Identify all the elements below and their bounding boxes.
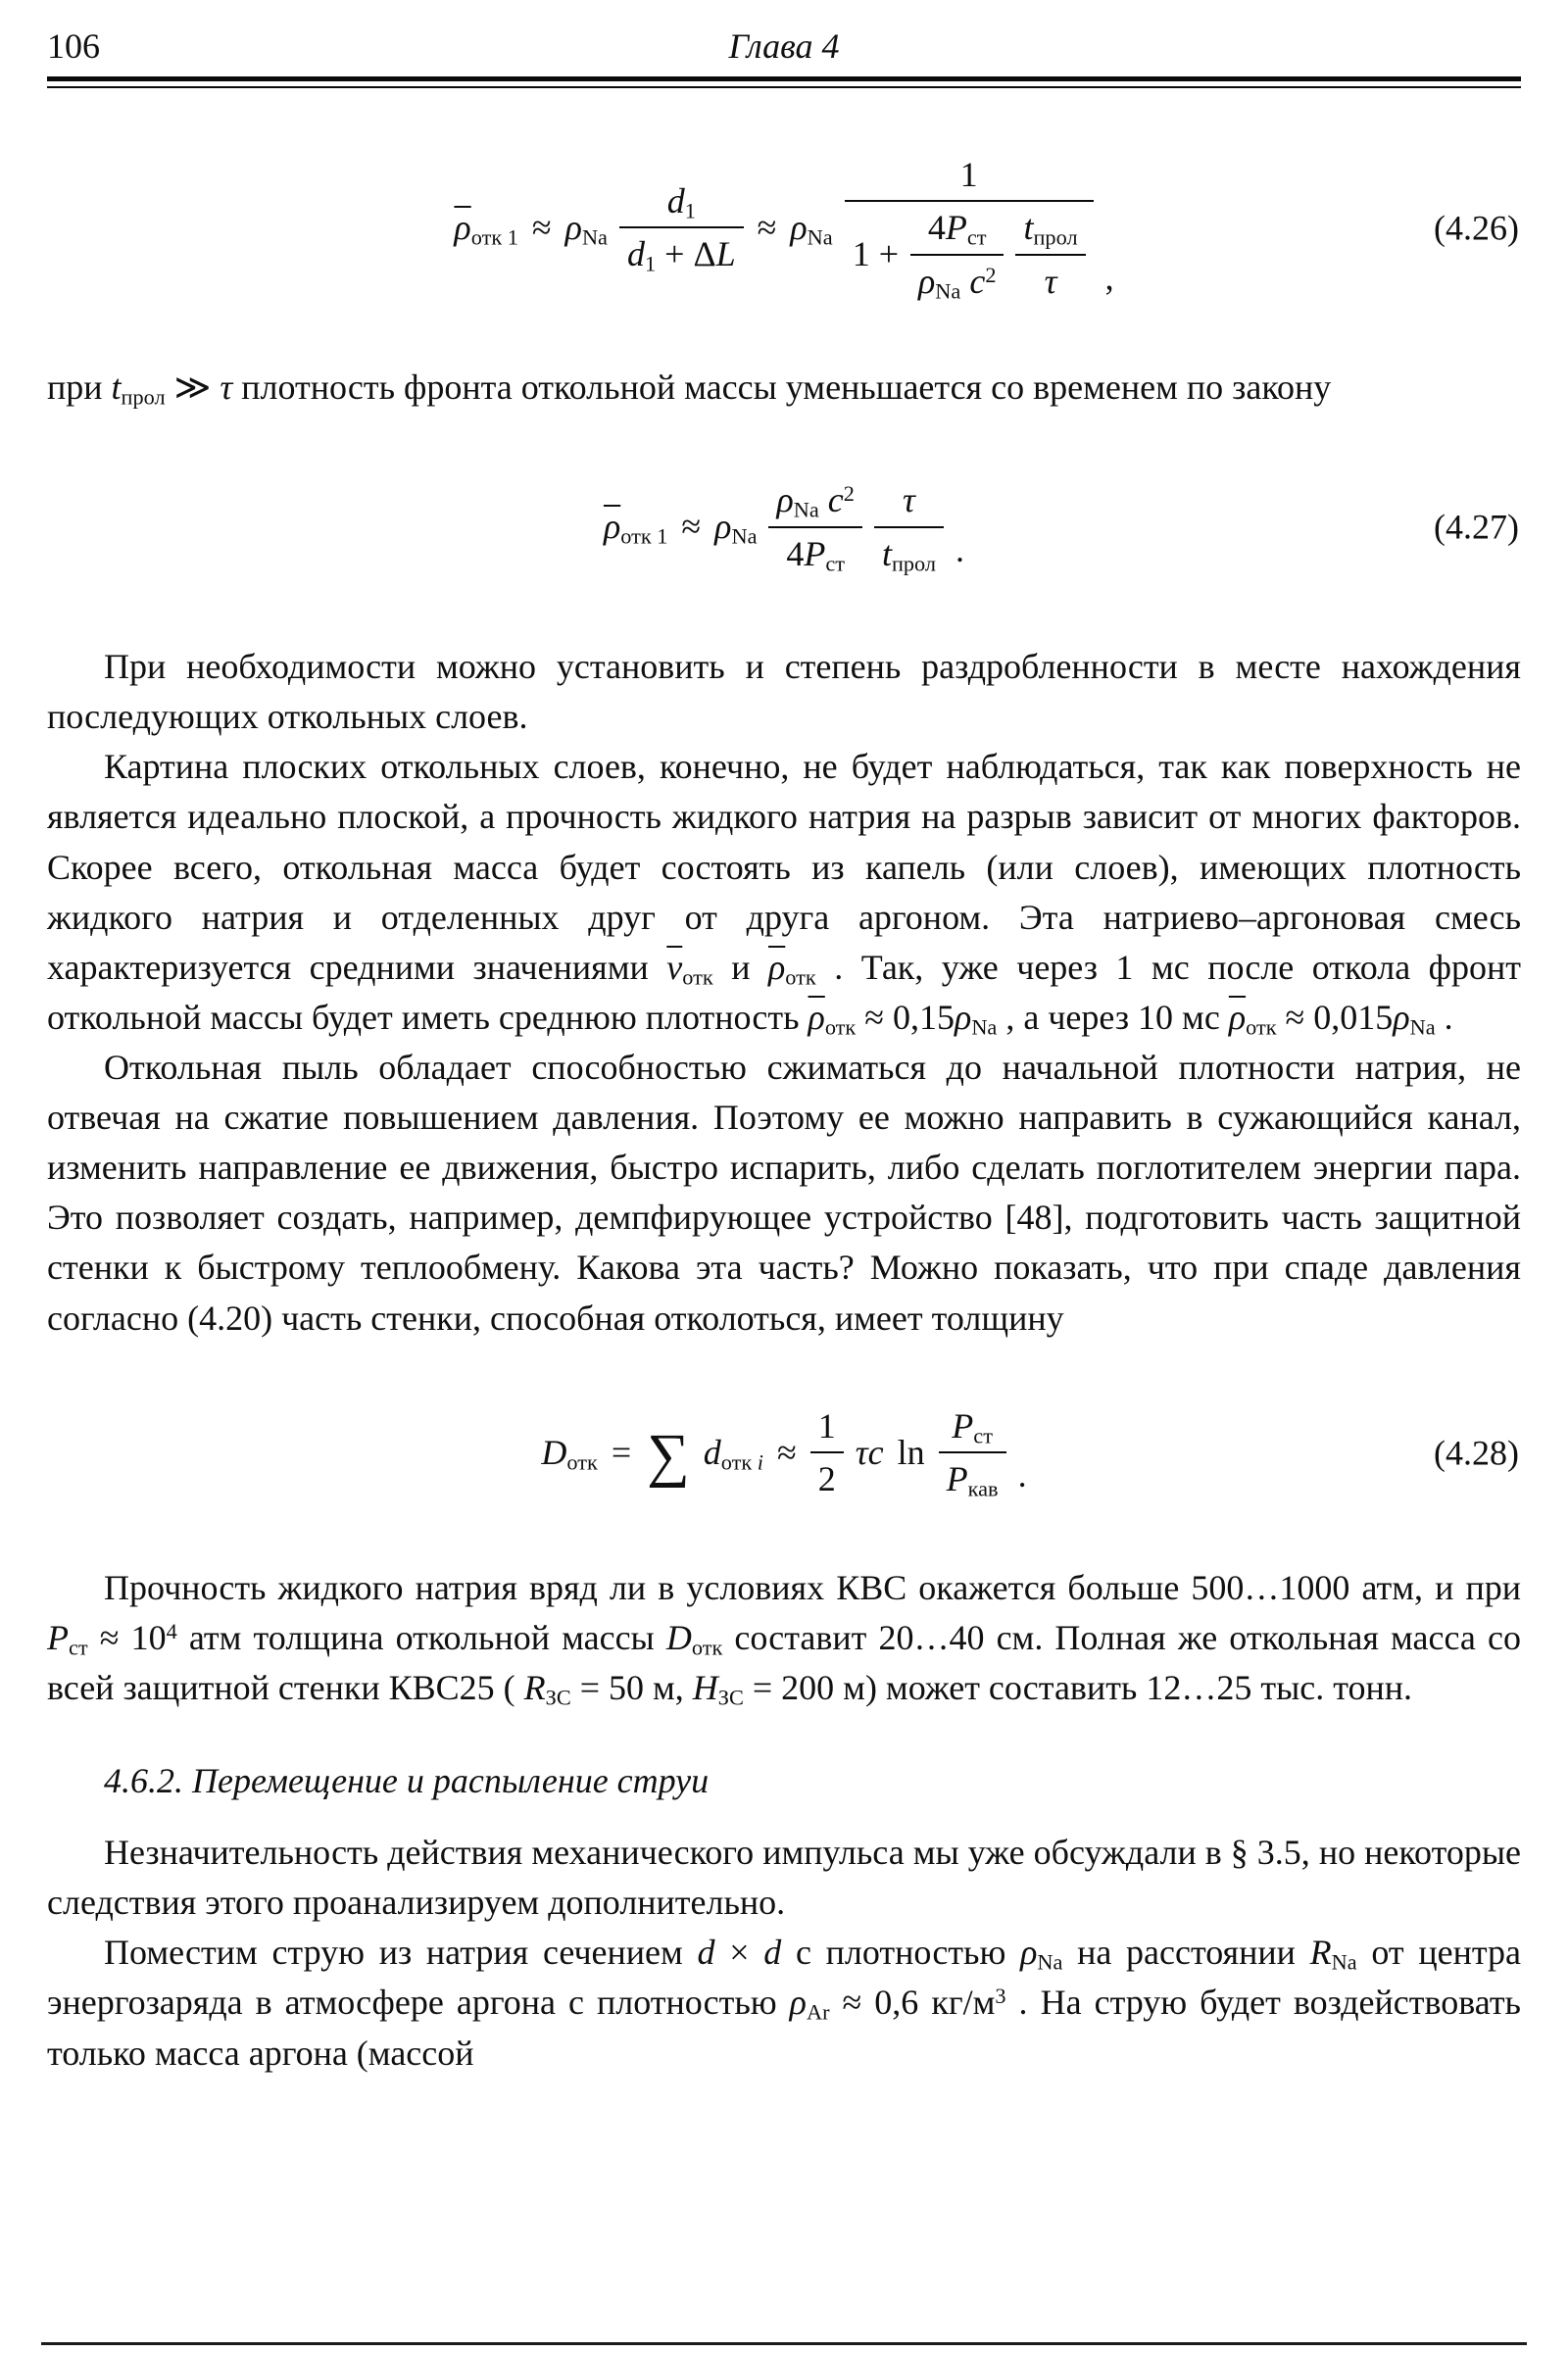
denominator: 2 (810, 1451, 844, 1499)
paragraph-fragmentation (47, 642, 1521, 742)
ln-function: ln (897, 1432, 925, 1472)
approx-sign: ≈ (757, 208, 777, 248)
equation-body (604, 480, 964, 574)
equation-number: (4.26) (1434, 208, 1519, 248)
text-token: составит 20…40 см. Полная же откольная масса со всей защитной стенки КВС25 ( (47, 1617, 1521, 1707)
numerator: $4P_{ст}$ (927, 208, 987, 250)
approx-sign: ≈ (681, 507, 702, 547)
text-token: с плотностью (781, 1933, 1021, 1973)
text-token: $\overline{\rho}_{отк}$ (1228, 997, 1277, 1040)
lhs-rho-bar: $\overline{\rho}_{отк 1}$ (603, 507, 668, 549)
period: . (956, 529, 965, 569)
section-heading-4-6-2 (47, 1756, 1521, 1806)
text-token: Картина плоских откольных слоев, конечно, не будет наблюдаться, так как поверхность не является идеально плоской, а прочность жидкого натрия на разрыв зависит от многих факторов. Скорее всего, откольная масса будет состоять из капель (или слоев), имеющих плотность жидкого натрия и отделенных друг от друга аргоном. Эта натриево–аргоновая смесь характеризуется средними значениями (47, 747, 1521, 987)
equation-4-28 (47, 1385, 1521, 1522)
numerator: $d_1$ (666, 181, 696, 223)
text-token: $t_{прол}$ (111, 368, 166, 410)
paragraph-law-intro (47, 363, 1521, 413)
numerator: 1 (959, 154, 978, 194)
numerator: $P_{ст}$ (952, 1405, 993, 1448)
denominator: $P_{кав}$ (939, 1451, 1006, 1499)
numerator: 1 (817, 1405, 836, 1446)
text-token: на расстоянии (1062, 1933, 1310, 1973)
paragraph-strength (47, 1563, 1521, 1713)
text-token: ≈ 0,015 (1276, 997, 1394, 1037)
denominator: $d_1 + \Delta L$ (619, 226, 744, 274)
equation-body: $D_{отк}$ = ∑ $d_{отк i}$ ≈ $\frac{1}{2}$ τc ln $\frac{P_{ст}}{P_{кав}}$ . (541, 1405, 1027, 1501)
header-rule (47, 76, 1521, 88)
fraction-pressure (910, 208, 1004, 302)
page-number: 106 (47, 26, 100, 66)
tau-c: τc (855, 1432, 884, 1472)
text-token: Поместим струю из натрия сечением (104, 1933, 698, 1973)
equation-4-27 (47, 454, 1521, 601)
rho-na: $\rho_{Na}$ (564, 208, 608, 250)
text-token: $\rho_{Na}$ (1020, 1933, 1063, 1975)
text-token: от центра энергозаряда в атмосфере аргона с плотностью (47, 1933, 1521, 2023)
approx-sign: ≈ (531, 208, 552, 248)
denominator: $\rho_{Na}$ $c^2$ (910, 254, 1004, 302)
paragraph-spall-layers (47, 742, 1521, 1043)
text-token: При необходимости можно установить и степень раздробленности в месте нахождения последующих откольных слоев. (47, 647, 1521, 737)
fraction-time (1015, 208, 1085, 302)
text-token: ≈ 0,6 $кг/м^3$ (829, 1983, 1006, 2023)
fraction-main (845, 155, 1094, 302)
text-token: при (47, 368, 112, 407)
text-token: $\rho_{Na}$ (1393, 997, 1436, 1040)
text-token: . (1435, 997, 1453, 1037)
equation-number: (4.28) (1434, 1433, 1519, 1473)
fraction-half (810, 1406, 844, 1500)
equals-sign: = (611, 1432, 632, 1472)
denominator: $4P_{ст}$ (768, 526, 861, 574)
text-token: = 50 м, (570, 1667, 693, 1707)
text-token: $D_{отк}$ (665, 1617, 723, 1660)
text-token: d (763, 1933, 782, 1973)
approx-sign: ≈ (777, 1432, 797, 1472)
denominator: τ (1015, 254, 1085, 302)
text-token: . Так, уже через 1 мс после откола фронт откольной массы будет иметь среднюю плотность (47, 947, 1521, 1037)
lhs-rho-bar: $\overline{\rho}_{отк 1}$ (454, 208, 518, 250)
comma: , (1104, 257, 1114, 297)
text-token: ≈ $10^4$ (87, 1617, 177, 1657)
fraction-density (768, 480, 861, 574)
text-token: плотность фронта откольной массы уменьшается со временем по закону (232, 368, 1332, 407)
numerator: τ (903, 480, 915, 520)
text-token: атм толщина откольной массы (176, 1617, 666, 1657)
numerator: $\rho_{Na}$ $c^2$ (776, 480, 855, 522)
equation-body (454, 155, 1113, 302)
period: . (1017, 1455, 1027, 1495)
text-token: ≫ (165, 368, 220, 407)
text-token: × (714, 1933, 764, 1973)
text-token: $\overline{\rho}_{отк}$ (808, 997, 857, 1040)
text-token: . На струю будет воздействовать только масса аргона (массой (47, 1983, 1521, 2073)
rho-na: $\rho_{Na}$ (714, 507, 758, 549)
text-token: $\rho_{Ar}$ (789, 1983, 830, 2025)
lhs-d-otk: $D_{отк}$ (541, 1432, 598, 1475)
text-token: = 200 м) может составить 12…25 тыс. тонн. (743, 1667, 1413, 1707)
text-token: ≈ 0,15 (856, 997, 956, 1037)
text-token: , а через 10 мс (997, 997, 1229, 1037)
text-token: Прочность жидкого натрия вряд ли в условиях КВС окажется больше 500…1000 атм, и при (104, 1567, 1521, 1607)
fraction-time (874, 480, 944, 574)
text-token: τ (220, 368, 233, 407)
denominator: 1 + $\frac{4P_{ст}}{\rho_{Na} c^2}$ $\frac{t_{прол}}{\tau}$ (845, 200, 1094, 302)
text-token: $\overline{\rho}_{отк}$ (768, 947, 816, 990)
text-token: 4.6.2. Перемещение и распыление струи (104, 1760, 710, 1800)
rho-na: $\rho_{Na}$ (790, 208, 833, 250)
chapter-title: Глава 4 (728, 26, 840, 66)
equation-4-26 (47, 135, 1521, 321)
fraction-pressure-ratio (939, 1406, 1006, 1500)
text-token: $H_{ЗС}$ (692, 1667, 744, 1710)
paragraph-spall-dust (47, 1043, 1521, 1344)
text-token: $R_{Na}$ (1309, 1933, 1357, 1975)
text-token: d (697, 1933, 715, 1973)
page-bottom-rule (41, 2342, 1527, 2345)
text-token: $R_{ЗС}$ (523, 1667, 571, 1710)
text-token: $\overline{v}_{отк}$ (666, 947, 713, 990)
paragraph-jet (47, 1928, 1521, 2078)
denominator: $t_{прол}$ (874, 526, 944, 574)
paragraph-impulse (47, 1828, 1521, 1928)
text-token: и (712, 947, 768, 987)
text-token: $\rho_{Na}$ (955, 997, 998, 1040)
equation-number: (4.27) (1434, 507, 1519, 547)
text-token: $P_{ст}$ (47, 1617, 88, 1660)
text-token: Незначительность действия механического импульса мы уже обсуждали в § 3.5, но некоторые следствия этого проанализируем дополнительно. (47, 1833, 1521, 1923)
numerator: $t_{прол}$ (1023, 208, 1078, 250)
d-otk-i: $d_{отк i}$ (703, 1432, 763, 1475)
fraction-d1 (619, 181, 744, 275)
text-token: Откольная пыль обладает способностью сжиматься до начальной плотности натрия, не отвечая на сжатие повышением давления. Поэтому ее можно направить в сужающийся канал, изменить направление ее движения, быстро испарить, либо сделать поглотителем энергии пара. Это позволяет создать, например, демпфирующее устройство [48], подготовить часть защитной стенки к быстрому теплообмену. Какова эта часть? Можно показать, что при спаде давления согласно (4.20) часть стенки, способная отколоться, имеет толщину (47, 1047, 1521, 1338)
page-header (47, 22, 1521, 73)
